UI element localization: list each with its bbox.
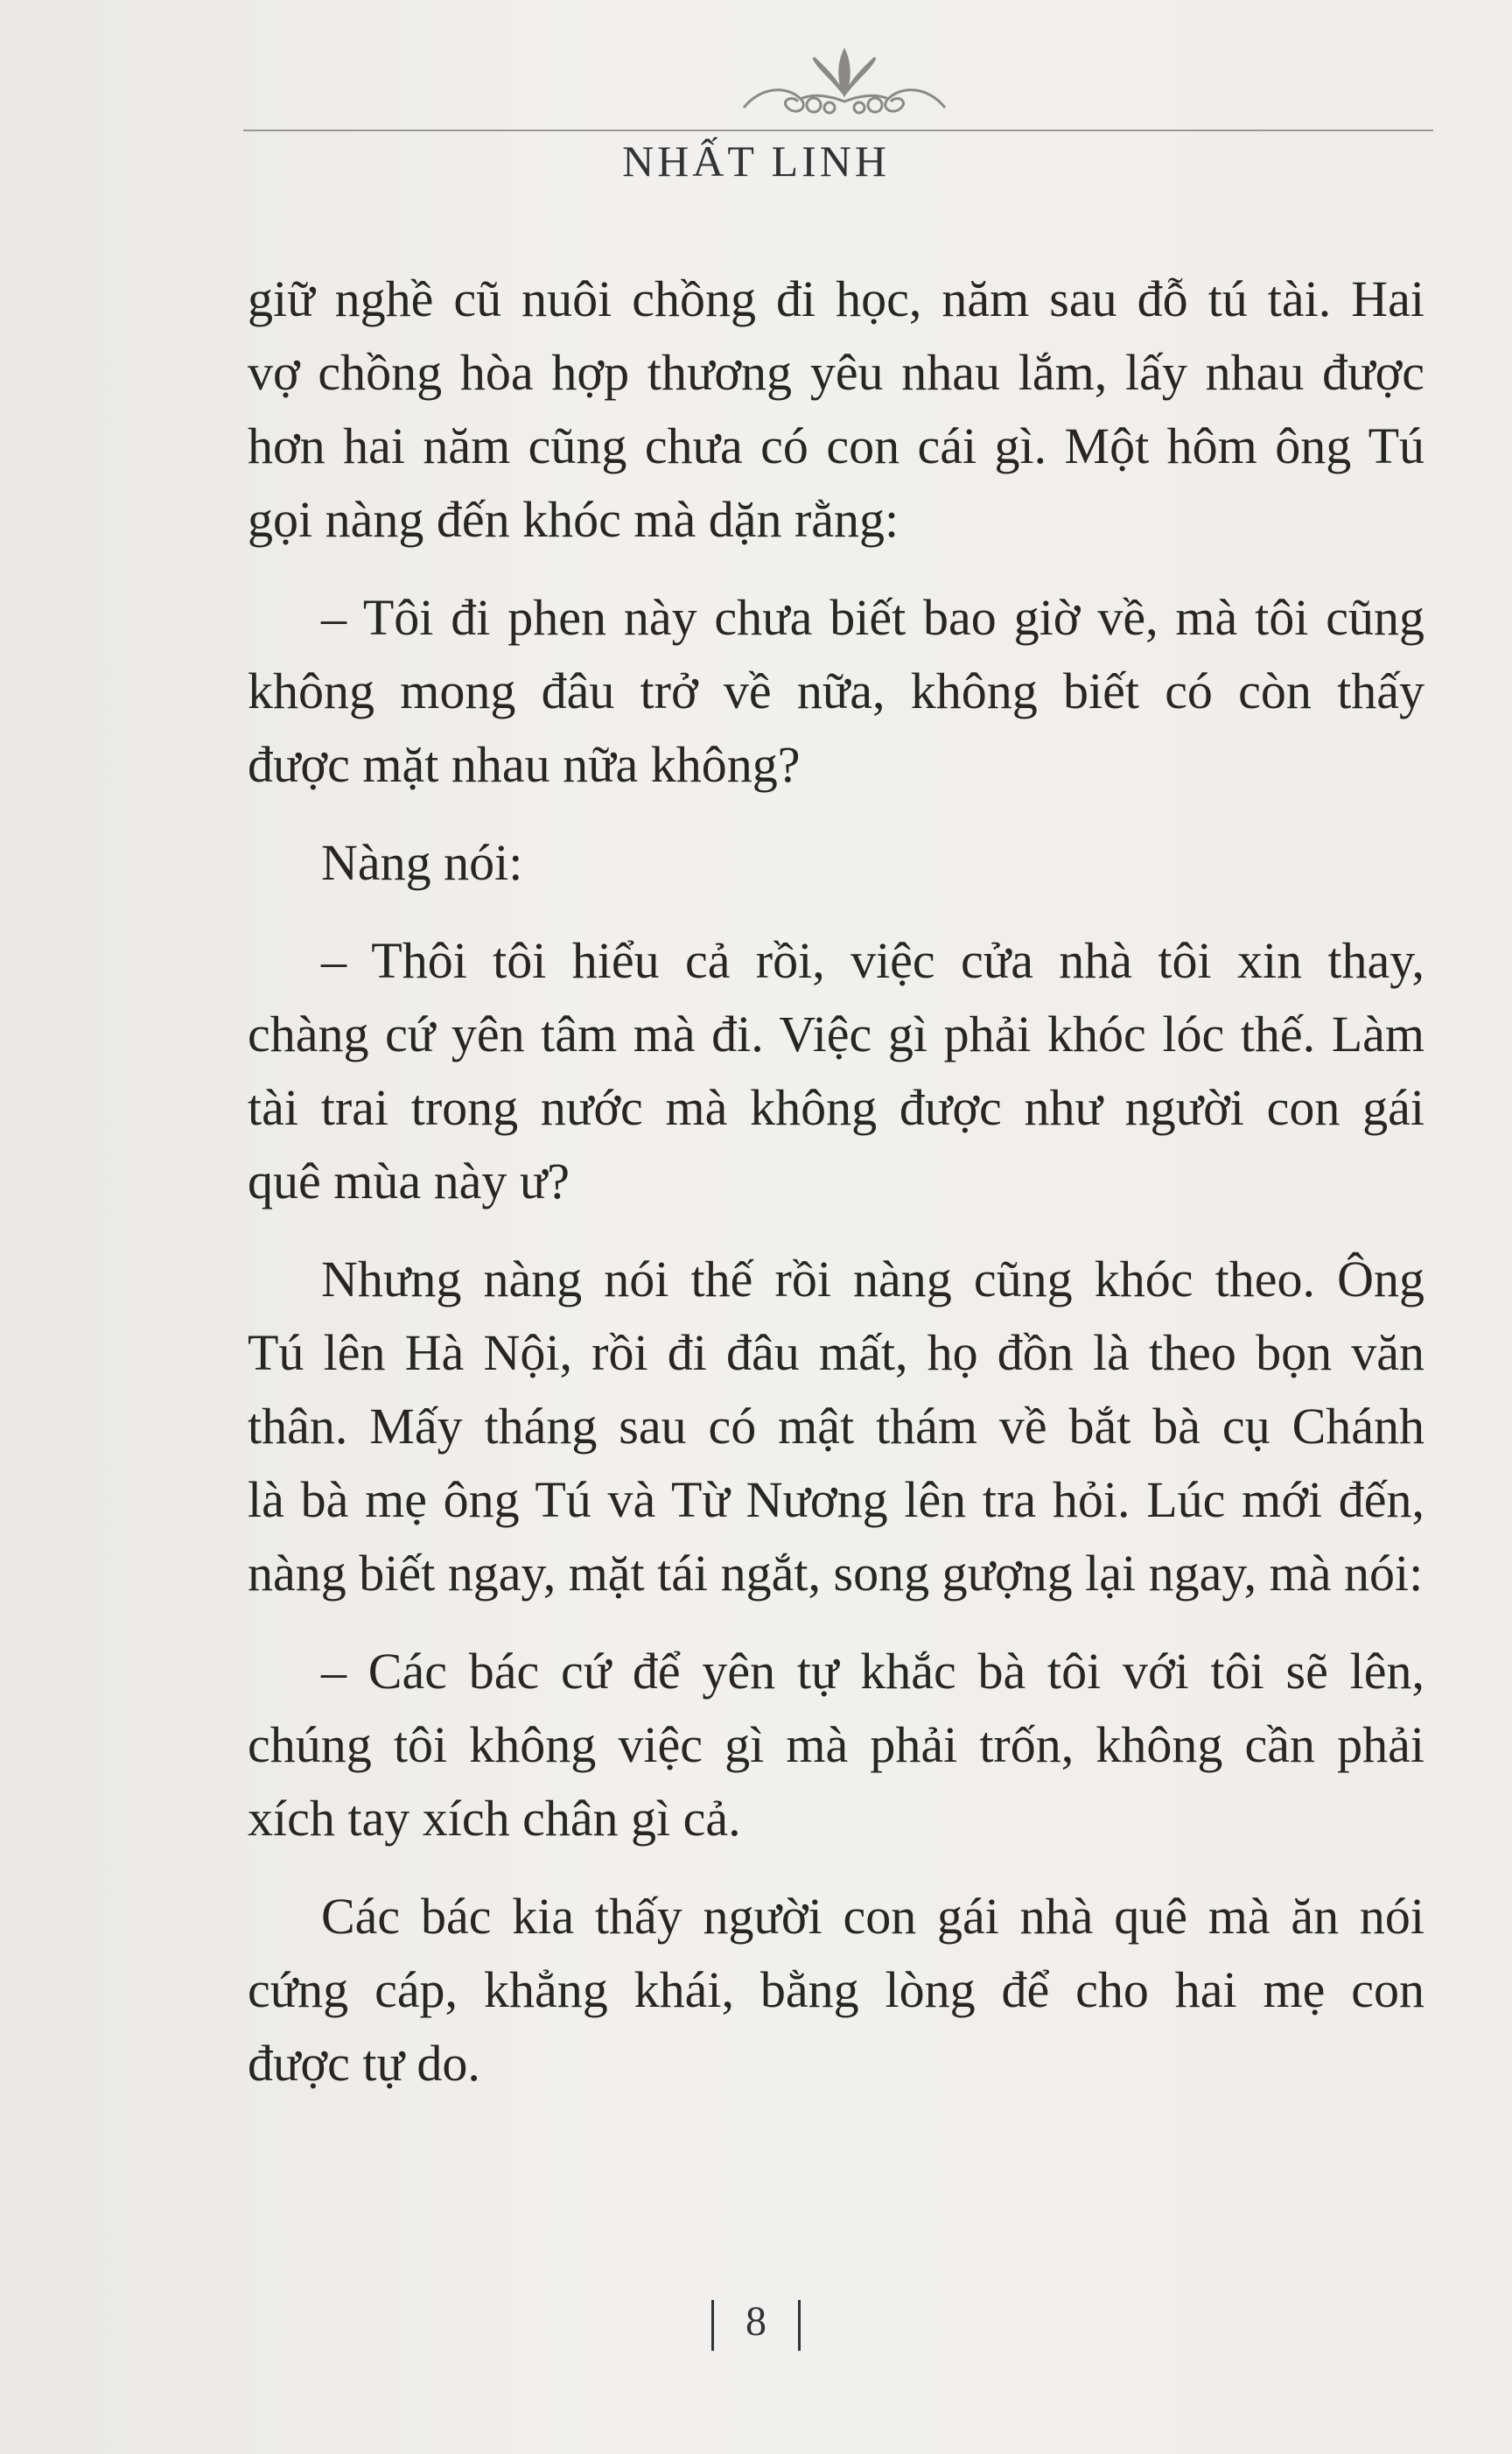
paragraph [248,581,1424,802]
text-line: – Thôi tôi hiểu cả rồi, việc cửa nhà tôi xin thay, [321,932,1424,989]
text-line: cứng cáp, khẳng khái, bằng lòng để cho hai mẹ con [248,1961,1424,2018]
paragraph-gap [248,557,1424,581]
text-line: là bà mẹ ông Tú và Từ Nương lên tra hỏi. Lúc mới đến, [248,1471,1424,1528]
running-head: NHẤT LINH [622,137,890,186]
paragraph [248,1635,1424,1855]
text-line: Nàng nói: [321,834,523,891]
paragraph-gap [248,900,1424,924]
text-line: – Các bác cứ để yên tự khắc bà tôi với tôi sẽ lên, [321,1643,1424,1700]
text-line: giữ nghề cũ nuôi chồng đi học, năm sau đỗ tú tài. Hai [248,270,1424,327]
text-line: – Tôi đi phen này chưa biết bao giờ về, mà tôi cũng [321,589,1424,646]
text-line: chúng tôi không việc gì mà phải trốn, không cần phải [248,1716,1424,1773]
paragraph [248,263,1424,557]
text-line: vợ chồng hòa hợp thương yêu nhau lắm, lấy nhau được [248,344,1424,401]
text-line: không mong đâu trở về nữa, không biết có còn thấy [248,663,1424,719]
paragraph [248,1243,1424,1610]
text-line: được tự do. [248,2035,480,2092]
text-line: xích tay xích chân gì cả. [248,1790,741,1847]
paragraph [248,1880,1424,2100]
page-number-footer [0,2297,1512,2351]
text-line: quê mùa này ư? [248,1153,570,1209]
text-line: thân. Mấy tháng sau có mật thám về bắt bà cụ Chánh [248,1398,1424,1455]
paragraph-gap [248,1218,1424,1243]
text-line: tài trai trong nước mà không được như người con gái [248,1079,1424,1136]
folio-bar-right [798,2300,801,2351]
body-text [248,263,1424,2100]
paragraph-gap [248,1610,1424,1635]
fleuron-ornament-icon [726,33,962,121]
text-line: Nhưng nàng nói thế rồi nàng cũng khóc theo. Ông [321,1251,1424,1308]
text-line: được mặt nhau nữa không? [248,736,801,793]
text-line: gọi nàng đến khóc mà dặn rằng: [248,491,900,548]
text-line: hơn hai năm cũng chưa có con cái gì. Một hôm ông Tú [248,417,1424,474]
text-line: nàng biết ngay, mặt tái ngắt, song gượng lại ngay, mà nói: [248,1545,1424,1602]
header-rule [243,130,1433,133]
paragraph [248,924,1424,1218]
paragraph-gap [248,1855,1424,1880]
paragraph-gap [248,802,1424,826]
folio-bar-left [711,2300,714,2351]
text-line: Các bác kia thấy người con gái nhà quê mà ăn nói [321,1888,1424,1945]
paragraph [248,826,1424,900]
page-number: 8 [746,2298,766,2345]
text-line: Tú lên Hà Nội, rồi đi đâu mất, họ đồn là theo bọn văn [248,1324,1424,1381]
text-line: chàng cứ yên tâm mà đi. Việc gì phải khóc lóc thế. Làm [248,1006,1424,1062]
